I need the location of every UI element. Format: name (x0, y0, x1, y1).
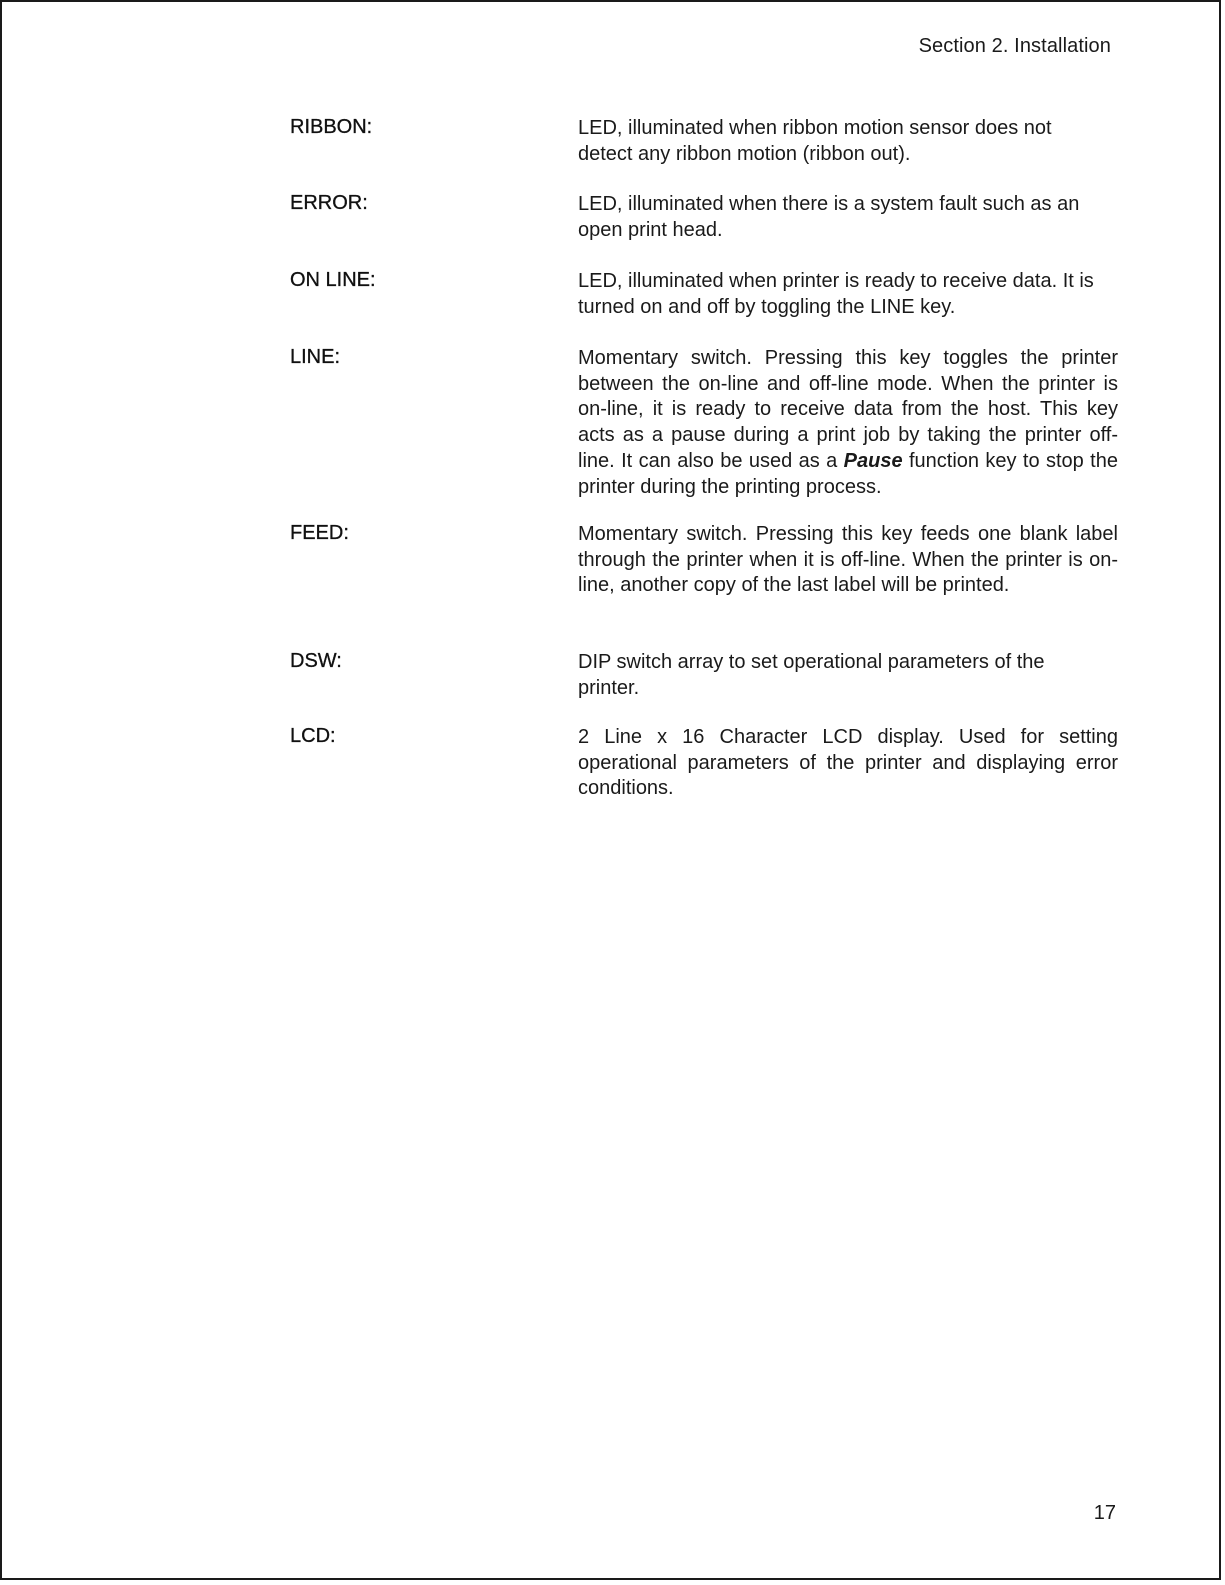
desc-dsw: DIP switch array to set operational parameters of the printer. (578, 651, 1045, 699)
desc-line-emphasis: Pause (843, 449, 903, 472)
term-dsw: DSW: (290, 650, 342, 672)
desc-feed: Momentary switch. Pressing this key feeds one blank label through the printer when it is off-line. When the printer is on-line, another copy of the last label will be printed. (578, 523, 1118, 597)
term-lcd: LCD: (290, 725, 336, 747)
term-ribbon: RIBBON: (290, 116, 373, 138)
desc-line-text-after: function key to stop the printer during the printing process. (578, 449, 1118, 498)
term-line: LINE: (290, 346, 341, 368)
desc-line-text-before: Momentary switch. Pressing this key toggles the printer between the on-line and off-line mode. When the printer is on-line, it is ready to receive data from the host. This key acts as a pause during a print job by taking the printer off-line. It can also be used as a (578, 347, 1118, 472)
desc-line (578, 346, 1118, 500)
term-feed: FEED: (290, 522, 349, 544)
page-number: 17 (1093, 1502, 1116, 1524)
desc-ribbon: LED, illuminated when ribbon motion sensor does not detect any ribbon motion (ribbon out). (578, 117, 1052, 165)
desc-on-line: LED, illuminated when printer is ready to receive data. It is turned on and off by toggling the LINE key. (578, 270, 1094, 318)
desc-lcd: 2 Line x 16 Character LCD display. Used for setting operational parameters of the printer and displaying error conditions. (578, 726, 1118, 800)
section-header: Section 2. Installation (918, 35, 1111, 57)
desc-error: LED, illuminated when there is a system fault such as an open print head. (578, 193, 1080, 241)
term-on-line: ON LINE: (290, 269, 376, 291)
term-error: ERROR: (290, 192, 368, 214)
